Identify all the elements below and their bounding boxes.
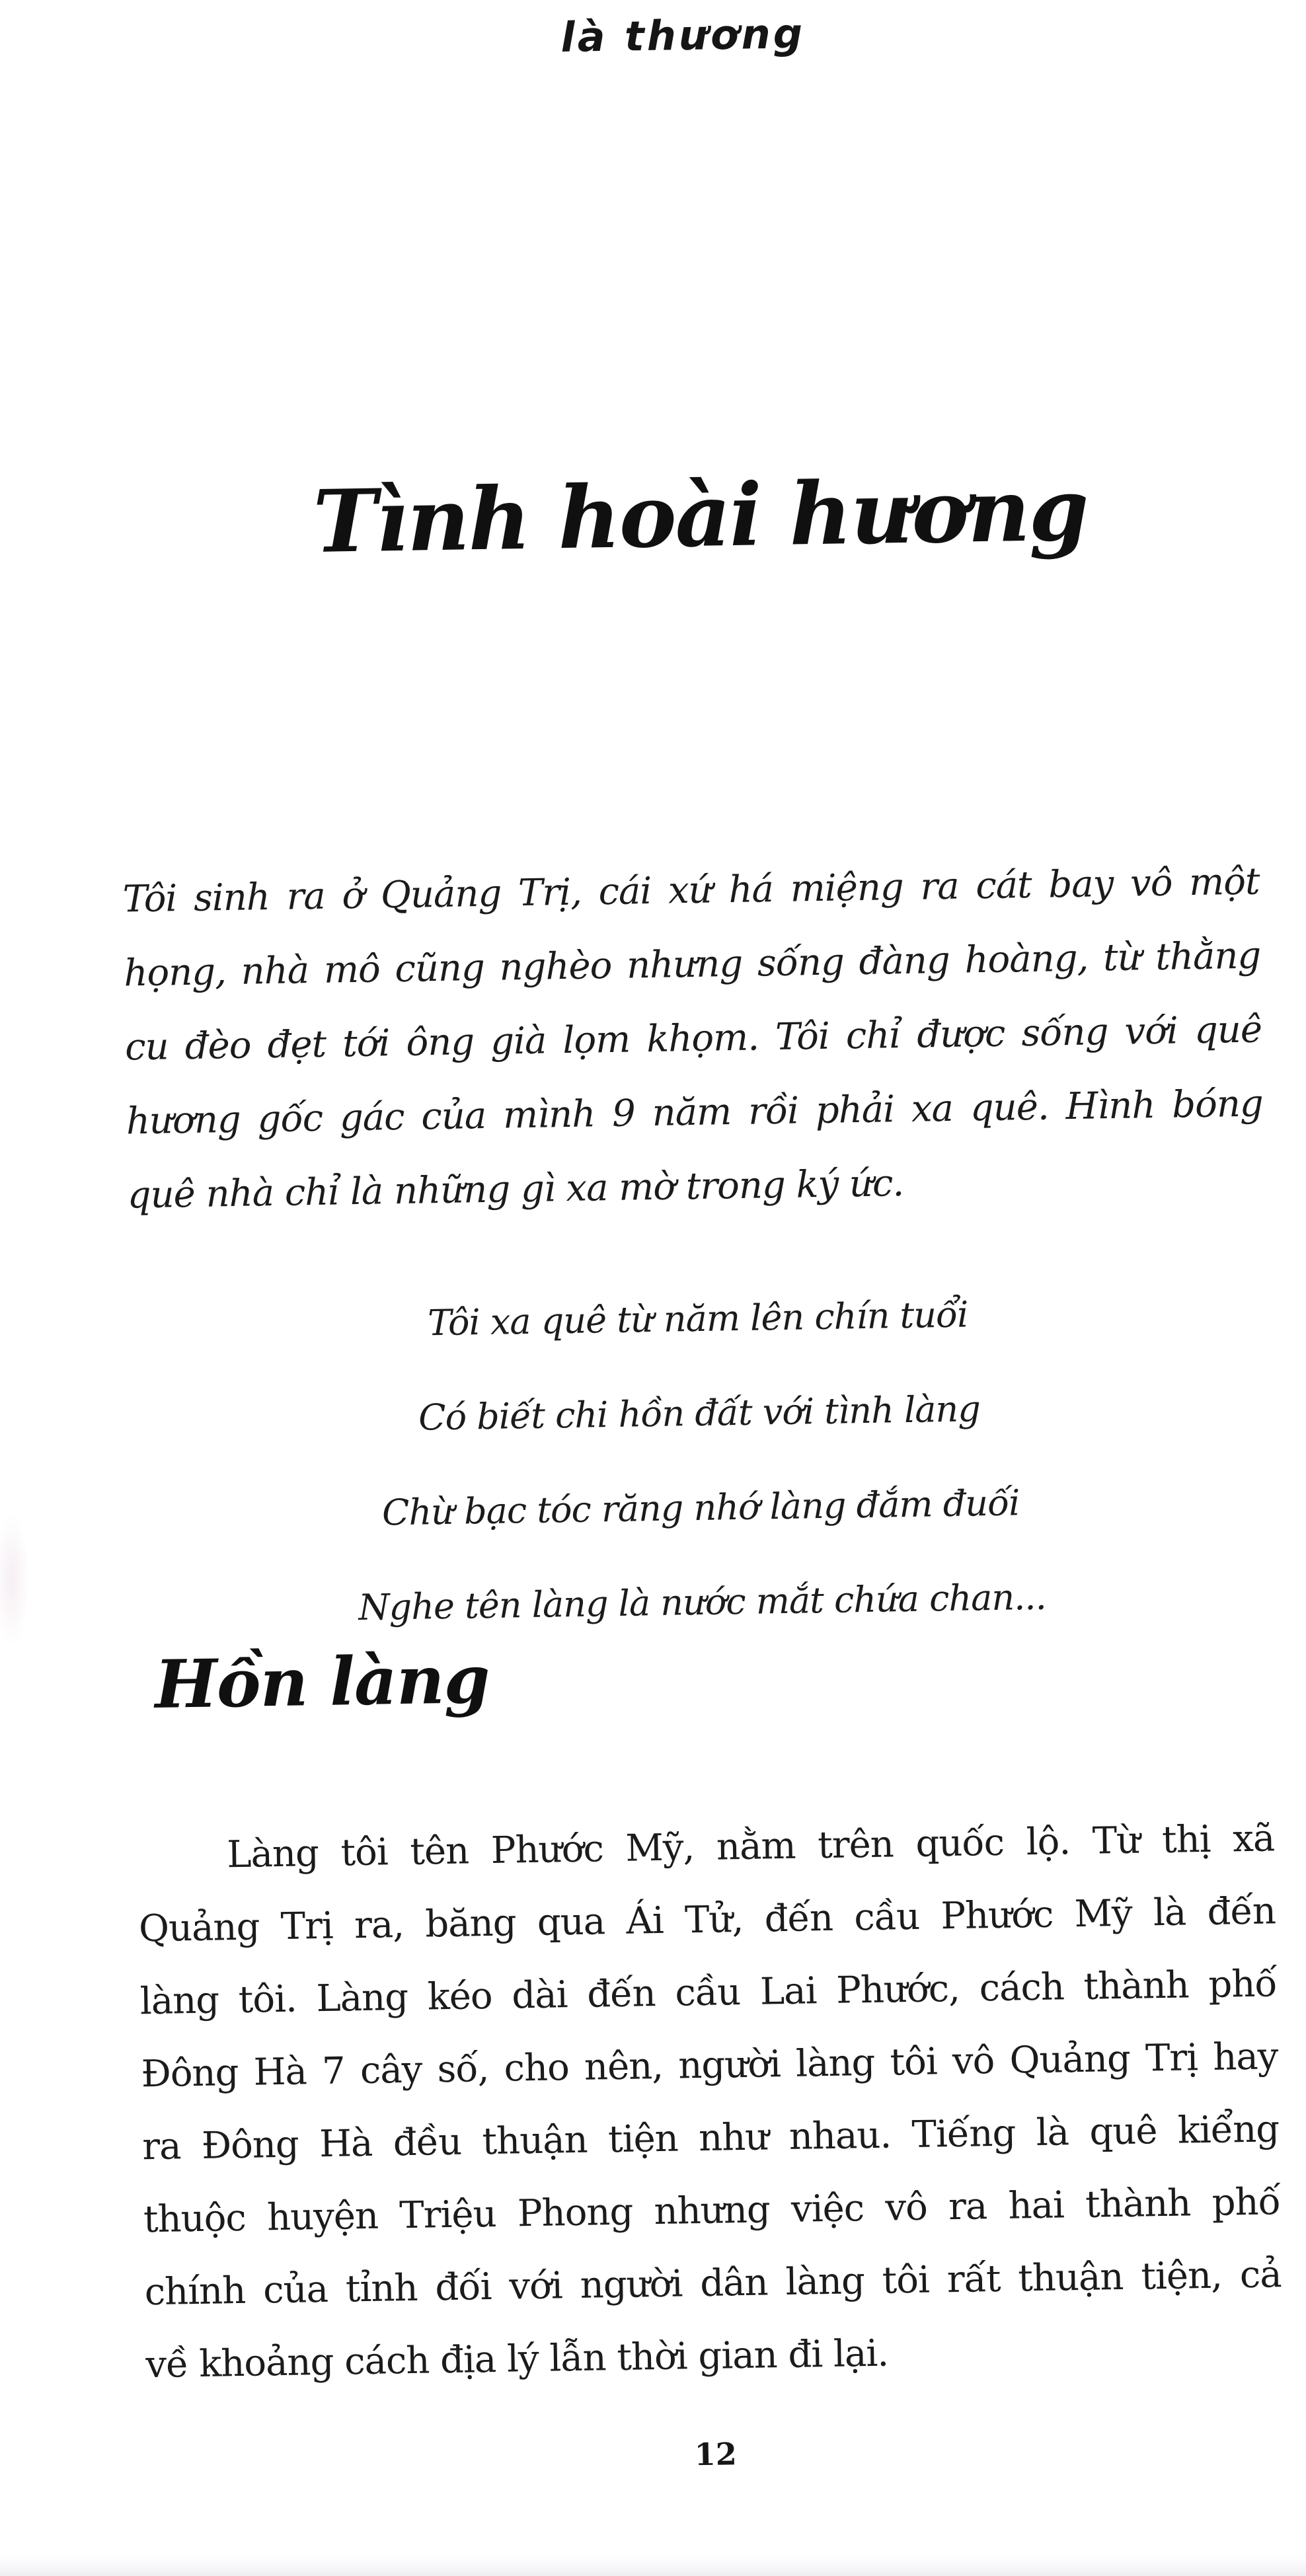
paragraph-line: ra Đông Hà đều thuận tiện như nhau. Tiếng là quê kiểng — [141, 2107, 1280, 2169]
intro-paragraph — [122, 845, 1265, 1233]
chapter-title: Tình hoài hương — [312, 459, 1089, 572]
paragraph-line: hương gốc gác của mình 9 năm rồi phải xa quê. Hình bóng — [126, 1082, 1264, 1143]
paragraph-line: chính của tỉnh đối với người dân làng tôi rất thuận tiện, cả — [144, 2253, 1282, 2314]
page-number: 12 — [694, 2436, 738, 2473]
running-header: là thương — [560, 9, 806, 61]
paragraph-line: Tôi sinh ra ở Quảng Trị, cái xứ há miệng ra cát bay vô một — [122, 860, 1260, 921]
body-paragraph — [137, 1802, 1284, 2402]
poem-line: Có biết chi hồn đất với tình làng — [418, 1388, 981, 1439]
poem-line: Chừ bạc tóc răng nhớ làng đắm đuối — [381, 1482, 1020, 1534]
paragraph-line: Làng tôi tên Phước Mỹ, nằm trên quốc lộ. Từ thị xã — [226, 1817, 1275, 1877]
poem-line: Tôi xa quê từ năm lên chín tuổi — [427, 1293, 968, 1344]
paragraph-line: cu đèo đẹt tới ông già lọm khọm. Tôi chỉ được sống với quê — [124, 1008, 1262, 1069]
paragraph-line: thuộc huyện Triệu Phong nhưng việc vô ra hai thành phố — [143, 2180, 1281, 2242]
poem — [129, 1262, 1272, 1658]
paragraph-line: Đông Hà 7 cây số, cho nên, người làng tôi vô Quảng Trị hay — [141, 2035, 1278, 2096]
paragraph-line: làng tôi. Làng kéo dài đến cầu Lai Phước, cách thành phố — [139, 1962, 1278, 2024]
paragraph-line: Quảng Trị ra, băng qua Ái Tử, đến cầu Phước Mỹ là đến — [138, 1889, 1276, 1951]
poem-line: Nghe tên làng là nước mắt chứa chan... — [358, 1575, 1047, 1629]
paragraph-line: về khoảng cách địa lý lẫn thời gian đi lại. — [145, 2331, 889, 2387]
paragraph-line: họng, nhà mô cũng nghèo nhưng sống đàng hoàng, từ thằng — [123, 934, 1261, 995]
paragraph-line: quê nhà chỉ là những gì xa mờ trong ký ức. — [127, 1162, 904, 1217]
section-heading: Hồn làng — [154, 1640, 490, 1724]
